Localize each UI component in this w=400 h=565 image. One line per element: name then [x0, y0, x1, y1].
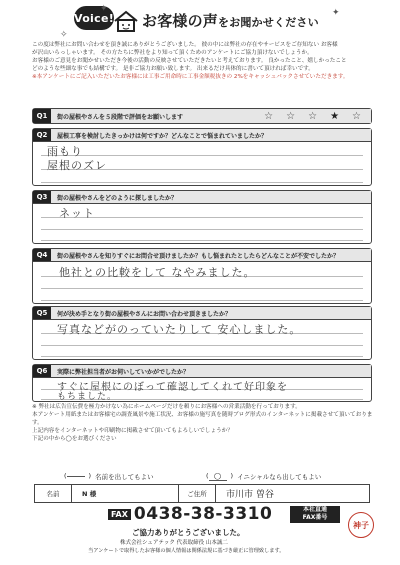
star-icon[interactable]: ☆	[286, 110, 296, 122]
page-title	[142, 10, 319, 31]
question-number: Q6	[33, 365, 51, 377]
star-icon-selected[interactable]: ★	[330, 110, 340, 122]
intro-line: お客様のご意見をお聞かせいただき今後の活動の反映させていただきたいと考えております。 良かったこと、嬉しかったこと	[32, 58, 347, 64]
question-text: 街の屋根やさんを５段階で評価をお願いします	[57, 113, 184, 121]
answer-line	[41, 345, 363, 346]
question-card-q6	[32, 364, 372, 402]
thanks-text: ご協力ありがとうございました。	[132, 528, 245, 537]
fax-number: 0438-38-3310	[133, 504, 273, 524]
address-value[interactable]: 市川市 曽谷	[226, 490, 274, 500]
footer-line: 下記の中から◯をお選びください	[32, 436, 117, 442]
sparkle-icon: ✧	[60, 30, 68, 40]
option-mark[interactable]	[67, 476, 85, 477]
handwritten-answer: すぐに屋根にのぼって確認してくれて好印象を	[57, 382, 288, 393]
question-text: 何が決め手となり街の屋根やさんにお問い合わせ頂きましたか？	[57, 310, 232, 318]
handwritten-answer: もちました。	[57, 392, 118, 402]
sparkle-icon: ✦	[332, 8, 340, 18]
question-text: 屋根工事を検討したきっかけは何ですか？どんなことで悩まれていましたか？	[57, 132, 268, 140]
option-initial-ok[interactable]: ( ◯ ) イニシャルなら出してもよい	[206, 471, 322, 481]
cashback-note: ※本アンケートにご記入いただいたお客様には工事ご用命時に工事金額税抜きの 2%をキャッシュバックさせていただきます。	[32, 74, 349, 80]
fax-box-line: 本社直通	[302, 506, 327, 513]
answer-line	[41, 229, 363, 230]
question-text: 実際に弊社担当者がお伺いしていかがでしたか？	[57, 368, 190, 376]
answer-line	[41, 240, 363, 241]
question-number: Q2	[33, 129, 51, 141]
question-number: Q1	[33, 109, 51, 123]
option-label: 名前を出してもよい	[95, 472, 154, 481]
answer-line	[41, 356, 363, 357]
title-main: お客様の声	[142, 12, 219, 30]
handwritten-answer: 写真などがのっていたりして 安心しました。	[57, 323, 302, 336]
question-text: 街の屋根やさんをどのように探しましたか？	[57, 194, 178, 202]
question-card-q2	[32, 128, 372, 186]
question-text: 街の屋根やさんを知りすぐにお問合せ頂けましたか？もし悩まれたとしたらどんなことが不安でしたか？	[57, 252, 340, 260]
intro-text	[32, 41, 376, 81]
star-icon[interactable]: ☆	[308, 110, 318, 122]
question-card-q5	[32, 306, 372, 360]
handwritten-answer: 他社との比較をして なやみました。	[59, 266, 256, 279]
handwritten-answer: 雨もり	[47, 145, 83, 158]
fax-line	[108, 505, 272, 523]
title-tail: をお聞かせください	[218, 16, 319, 29]
address-label: ご住所	[179, 485, 216, 502]
house-icon	[113, 10, 139, 32]
footer-line: 上記内容をインターネットや印刷物に掲載させて頂いてもよろしいでしょうか？	[32, 428, 233, 434]
sparkle-icon: ✦	[100, 4, 108, 14]
name-label: 名前	[35, 485, 72, 502]
option-name-ok[interactable]: ( ) 名前を出してもよい	[64, 472, 154, 481]
privacy-note: 当アンケートで取得したお客様の個人情報は関係法規に基づき厳正に管理致します。	[88, 548, 285, 554]
question-card-q3	[32, 190, 372, 244]
intro-line: どのような些細な事でも結構です。 是非ご協力お願い致します。 出来るだけ具体的に書いて頂ければ幸いです。	[32, 66, 314, 72]
star-icon[interactable]: ☆	[352, 110, 361, 122]
rating-stars[interactable]	[264, 109, 361, 123]
handwritten-answer: ネット	[59, 207, 95, 220]
fax-box-line: FAX番号	[302, 514, 328, 521]
seal-stamp: 神子	[348, 512, 374, 538]
customer-info-table	[34, 484, 370, 503]
answer-line	[41, 182, 363, 183]
question-number: Q3	[33, 191, 51, 203]
name-value[interactable]: N 様	[72, 485, 179, 502]
question-number: Q5	[33, 307, 51, 319]
question-number: Q4	[33, 249, 51, 261]
answer-line	[41, 155, 363, 156]
fax-label: FAX	[108, 509, 131, 520]
company-name: 株式会社シェアテック 代表取締役 山本誠二	[120, 540, 228, 546]
intro-line: が沢山いらっしゃいます。 その方たちに弊社をより知って頂くためのアンケートにご協力頂けないでしょうか。	[32, 50, 313, 56]
permission-text	[32, 403, 376, 443]
question-card-q4	[32, 248, 372, 304]
star-icon[interactable]: ☆	[264, 110, 274, 122]
answer-line	[41, 300, 363, 301]
fax-box	[290, 506, 340, 523]
answer-line	[41, 288, 363, 289]
option-mark[interactable]: ◯	[209, 472, 227, 481]
footer-line: ※ 弊社は広告宣伝費を極力かけない為にホームページだけを頼りにお客様への営業活動を行っております。	[32, 404, 301, 410]
question-card-q1	[32, 108, 372, 124]
handwritten-answer: 屋根のズレ	[47, 159, 107, 172]
option-label: イニシャルなら出してもよい	[237, 472, 322, 481]
voice-badge: Voice!	[74, 6, 114, 30]
intro-line: この度は弊社にお問い合わせを頂き誠にありがとうございました。 彼の中には弊社の存在やサービスをご存知ない お客様	[32, 42, 338, 48]
footer-line: 本アンケート用紙またはお客様宅の調査風景や施工状況、お客様の施写真を随時ブログ形式のインターネットに掲載させて頂いております。	[32, 412, 373, 426]
